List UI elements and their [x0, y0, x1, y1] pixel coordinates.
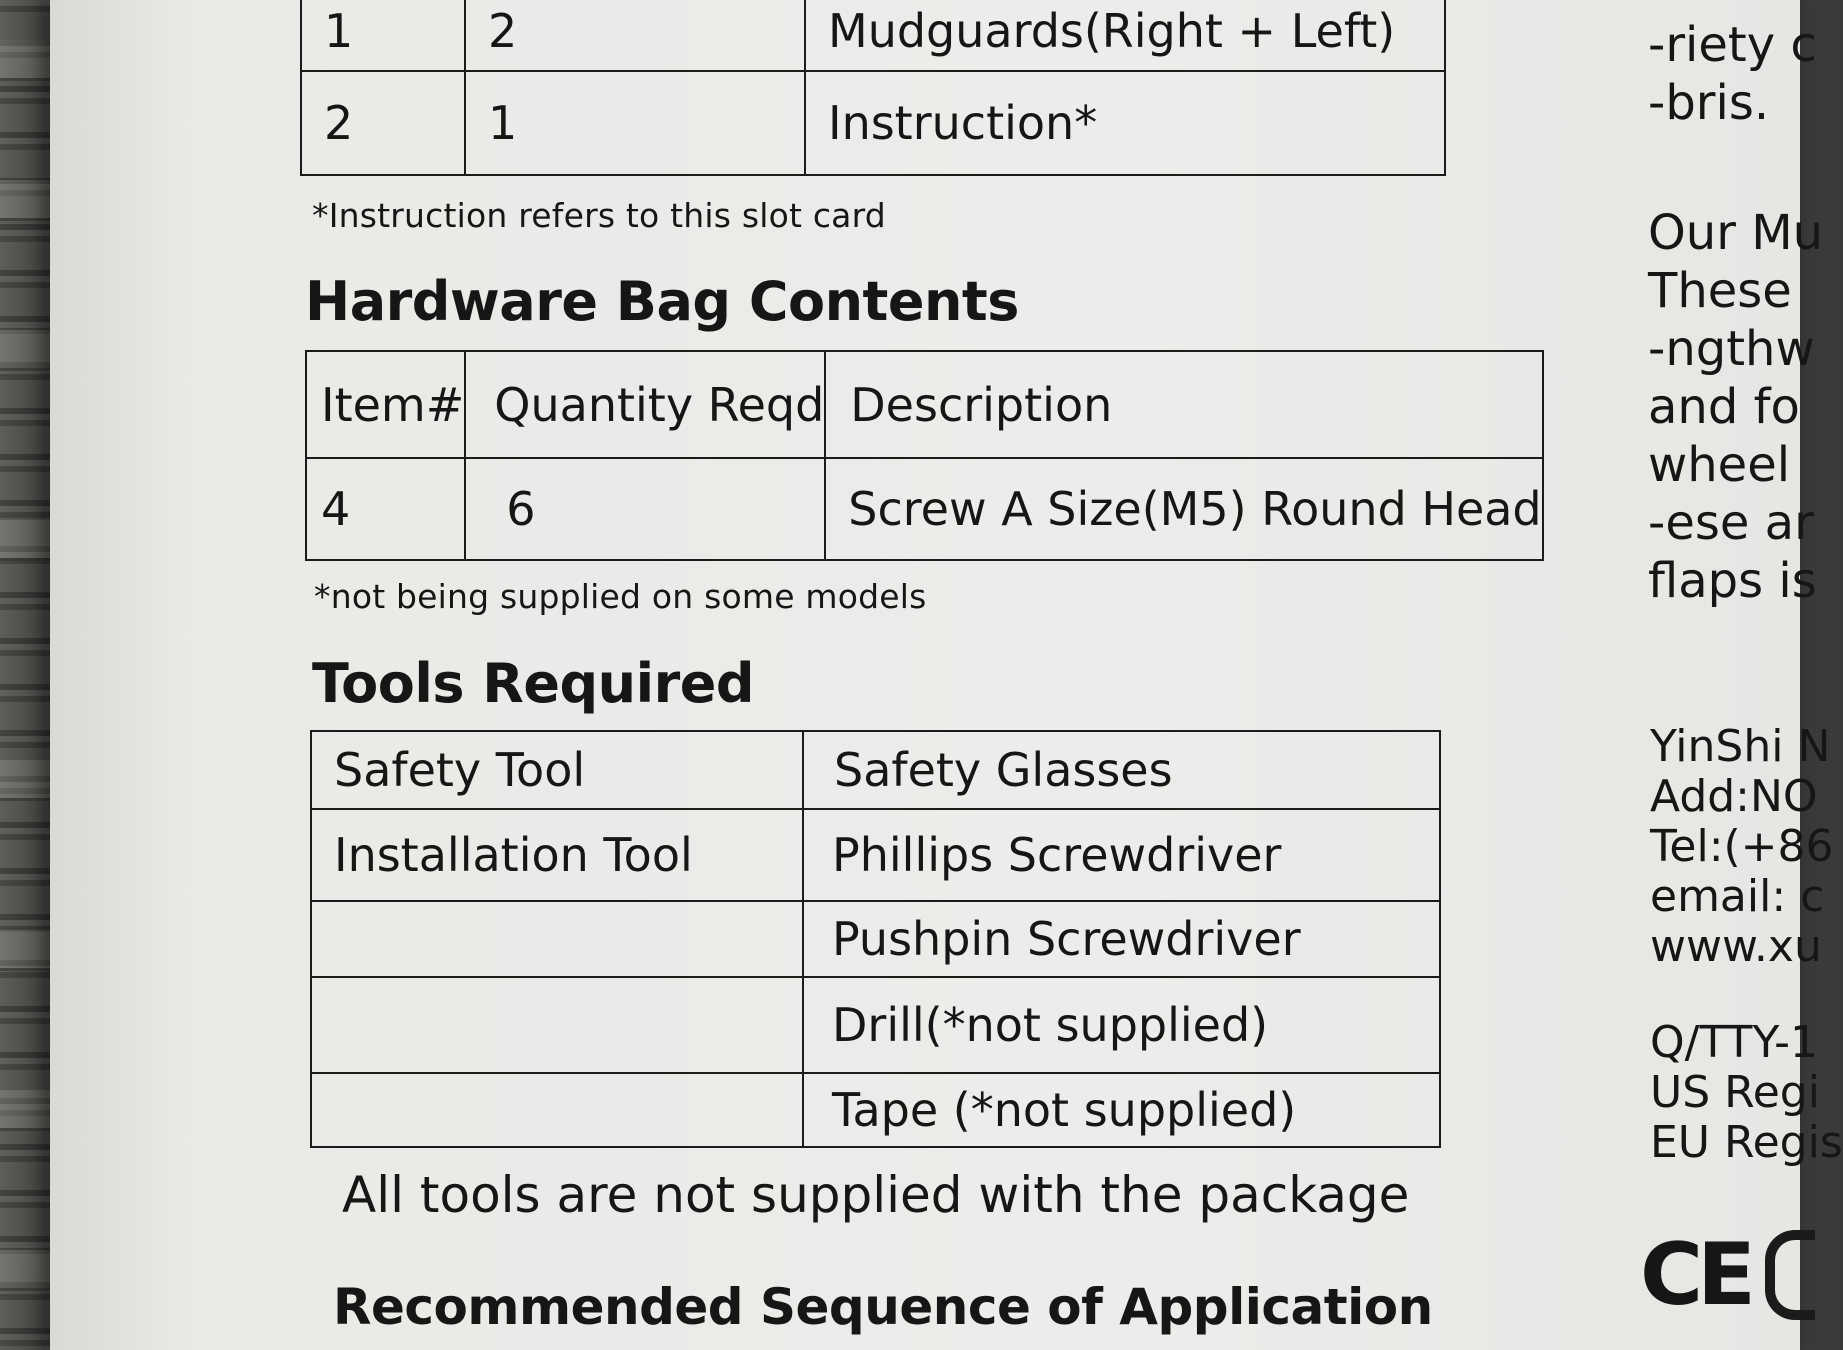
table-cell: Safety Tool	[311, 731, 803, 809]
text-line: www.xu	[1650, 921, 1822, 972]
table-row	[306, 458, 1543, 560]
hardware-table	[305, 350, 1544, 561]
sequence-heading: Recommended Sequence of Application	[333, 1278, 1433, 1336]
table-cell: Installation Tool	[311, 809, 803, 901]
table-cell	[311, 1073, 803, 1147]
table-cell: Phillips Screwdriver	[803, 809, 1440, 901]
text-line: YinShi N	[1650, 721, 1831, 772]
column-header: Quantity Reqd	[465, 351, 825, 458]
table-row	[301, 0, 1445, 71]
table-row	[311, 1073, 1440, 1147]
table-cell: 2	[465, 0, 805, 71]
text-line: wheel	[1648, 437, 1791, 493]
text-line: -ngthw	[1648, 321, 1815, 377]
ce-mark: CE	[1640, 1225, 1750, 1325]
text-line: Tel:(+86	[1650, 821, 1834, 872]
table-cell: 2	[301, 71, 465, 175]
text-line: EU Regis	[1650, 1117, 1843, 1168]
hardware-note: *not being supplied on some models	[314, 577, 927, 616]
table-cell: Mudguards(Right + Left)	[805, 0, 1445, 71]
text-line: Our Mu	[1648, 205, 1824, 261]
table-row	[301, 71, 1445, 175]
table-row	[311, 901, 1440, 977]
tools-heading: Tools Required	[312, 652, 755, 715]
regulation-block	[1650, 1018, 1843, 1168]
hardware-heading: Hardware Bag Contents	[305, 270, 1019, 333]
table-row	[311, 731, 1440, 809]
table-cell: Instruction*	[805, 71, 1445, 175]
tools-note: All tools are not supplied with the package	[342, 1166, 1410, 1224]
table-cell: Drill(*not supplied)	[803, 977, 1440, 1073]
text-line: and fo	[1648, 379, 1800, 435]
recycle-icon	[1765, 1230, 1815, 1320]
text-line: email: c	[1650, 871, 1825, 922]
table-cell: 6	[465, 458, 825, 560]
column-header: Item#	[306, 351, 465, 458]
right-column-block2	[1648, 204, 1823, 610]
text-line: US Regi	[1650, 1067, 1820, 1118]
table-cell	[311, 901, 803, 977]
text-line: -bris.	[1648, 75, 1770, 131]
table-cell: Safety Glasses	[803, 731, 1440, 809]
column-header: Description	[825, 351, 1542, 458]
text-line: Add:NO	[1650, 771, 1818, 822]
text-line: -ese ar	[1648, 495, 1814, 551]
text-line: These	[1648, 263, 1792, 319]
text-line: flaps is	[1648, 553, 1817, 609]
table-row	[306, 351, 1543, 458]
contact-block	[1650, 722, 1834, 972]
table-row	[311, 977, 1440, 1073]
table-cell: 1	[465, 71, 805, 175]
right-column-block1	[1648, 16, 1817, 132]
text-line: -riety c	[1648, 17, 1817, 73]
text-line: Q/TTY-1	[1650, 1017, 1818, 1068]
table-row	[311, 809, 1440, 901]
table-cell: 1	[301, 0, 465, 71]
table-cell: Screw A Size(M5) Round Head	[825, 458, 1542, 560]
table-cell: 4	[306, 458, 465, 560]
table-cell	[311, 977, 803, 1073]
tools-table	[310, 730, 1441, 1148]
parts-table	[300, 0, 1446, 176]
instruction-note: *Instruction refers to this slot card	[312, 196, 886, 235]
table-cell: Pushpin Screwdriver	[803, 901, 1440, 977]
table-cell: Tape (*not supplied)	[803, 1073, 1440, 1147]
